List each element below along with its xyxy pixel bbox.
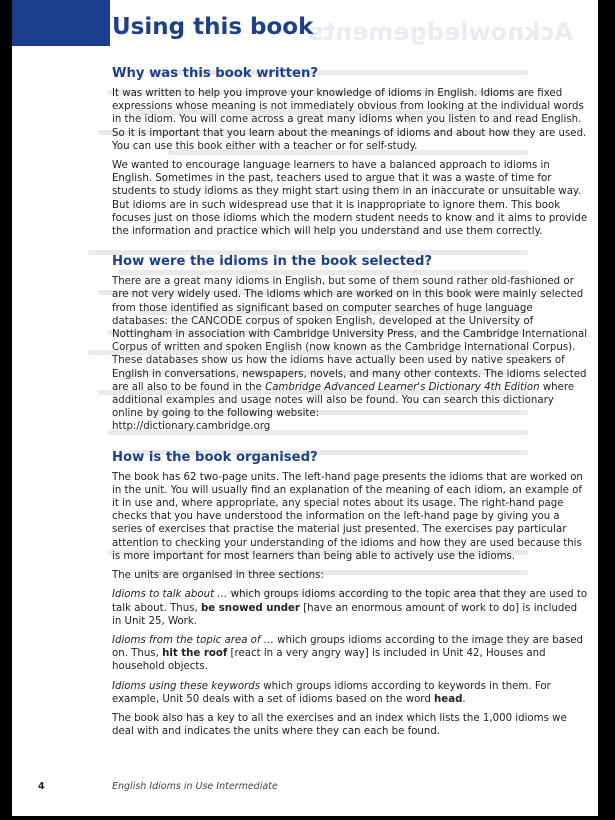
- paragraph: [112, 275, 588, 433]
- section-heading: How were the idioms in the book selected?: [112, 254, 433, 270]
- unit-section-item: [112, 588, 588, 628]
- paragraph: The book has 62 two-page units. The left-hand page presents the idioms that are worked on in the unit. You will usually find an explanation of the meaning of each idiom, an example of it in use and, where appropriate, any special notes about its usage. The right-hand page checks that you have understood the information on the left-hand page by giving you a series of exercises that practise the material just presented. The exercises pay particular attention to checking your understanding of the idioms and how they are used because this is more important for most learners than being able to actively use the idioms.: [112, 471, 583, 562]
- section-heading: How is the book organised?: [112, 449, 318, 465]
- unit-section-item: [112, 634, 588, 674]
- item-text: which groups idioms according to the image they are based on. Thus,: [112, 634, 584, 660]
- example-keyword: head: [434, 693, 463, 705]
- footer-book-title: English Idioms in Use Intermediate: [112, 781, 278, 792]
- example-idiom: hit the roof: [162, 648, 228, 660]
- paragraph: It was written to help you improve your knowledge of idioms in English. Idioms are fixed expressions whose meaning is not immediately obvious from looking at the individual words in the idiom. You will come across a great many idioms when you listen to and read English. So it is important that you learn about the meanings of idioms and about how they are used. You can use this book either with a teacher or for self-study.: [112, 88, 587, 152]
- page-title: Using this book: [112, 14, 314, 40]
- example-idiom: be snowed under: [201, 602, 300, 614]
- paragraph-text: where additional examples and usage notes will also be found. You can search this dictionary online by going to the following website:: [112, 381, 575, 420]
- section-why-written: [112, 66, 588, 238]
- unit-section-item: [112, 680, 588, 706]
- paragraph: The units are organised in three sections:: [112, 570, 324, 582]
- header-color-bar: [12, 0, 110, 46]
- item-label: Idioms using these keywords: [112, 680, 261, 692]
- item-label: Idioms to talk about …: [112, 589, 228, 601]
- paragraph-text: There are a great many idioms in English, but some of them sound rather old-fashioned or are not very widely used. The idioms which are worked on in this book were mainly selected from those identified as significant based on computer searches of huge language databases: the CANCODE corpus of spoken English, developed at the University of Nottingham in association with Cambridge University Press, and the Cambridge International Corpus of written and spoken English (now known as the Cambridge International Corpus). These databases show us how the idioms have actually been used by native speakers of English in conversations, newspapers, novels, and many other contexts. The idioms selected are all also to be found in the: [112, 276, 588, 393]
- paragraph: The book also has a key to all the exercises and an index which lists the 1,000 idioms we deal with and indicates the units where they can each be found.: [112, 712, 567, 738]
- mirrored-heading: Acknowledgements: [309, 18, 573, 46]
- book-page: [12, 0, 598, 816]
- item-text: which groups idioms according to keywords in them. For example, Unit 50 deals with a set of idioms based on the word: [112, 680, 551, 705]
- dictionary-title: Cambridge Advanced Learner's Dictionary 4th Edition: [265, 381, 540, 393]
- dictionary-url: http://dictionary.cambridge.org: [112, 421, 271, 433]
- section-heading: Why was this book written?: [112, 66, 319, 81]
- item-label: Idioms from the topic area of …: [112, 634, 274, 646]
- page-number: 4: [38, 781, 45, 792]
- section-how-selected: [112, 254, 588, 433]
- item-text: .: [462, 693, 466, 705]
- paragraph: We wanted to encourage language learners to have a balanced approach to idioms in English. Sometimes in the past, teachers used to argue that it was a waste of time for students to study idioms as they might start using them in an inaccurate or unsuitable way. But idioms are in such widespread use that it is inappropriate to ignore them. This book focuses just on those idioms which the modern student needs to know and it aims to provide the information and practice which will help you understand and use them correctly.: [112, 160, 588, 238]
- item-text: which groups idioms according to the topic area that they are used to talk about. Thus,: [112, 589, 588, 614]
- section-how-organised: [112, 450, 588, 739]
- item-text: [react in a very angry way] is included in Unit 42, Houses and household objects.: [112, 648, 546, 673]
- page-content: [112, 66, 588, 754]
- item-text: [have an enormous amount of work to do] is included in Unit 25, Work.: [112, 602, 578, 627]
